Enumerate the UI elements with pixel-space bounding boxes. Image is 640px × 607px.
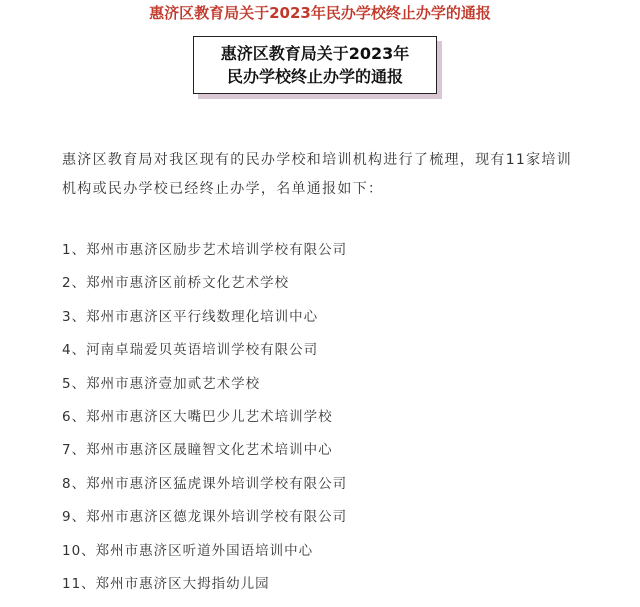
- list-item: 3、郑州市惠济区平行线数理化培训中心: [62, 308, 319, 325]
- list-item: 4、河南卓瑞爱贝英语培训学校有限公司: [62, 342, 319, 359]
- title-box-line-2: 民办学校终止办学的通报: [226, 67, 403, 86]
- list-item: 2、郑州市惠济区前桥文化艺术学校: [62, 275, 290, 292]
- list-item: 6、郑州市惠济区大嘴巴少儿艺术培训学校: [62, 408, 333, 425]
- page-title: 惠济区教育局关于2023年民办学校终止办学的通报: [149, 4, 491, 22]
- list-item: 11、郑州市惠济区大拇指幼儿园: [62, 575, 270, 592]
- list-item: 5、郑州市惠济壹加贰艺术学校: [62, 375, 261, 392]
- title-box: [193, 36, 437, 94]
- list-item: 10、郑州市惠济区听道外国语培训中心: [62, 542, 314, 559]
- title-box-line-1: 惠济区教育局关于2023年: [220, 44, 410, 63]
- list-item: 9、郑州市惠济区德龙课外培训学校有限公司: [62, 509, 348, 526]
- school-list: [62, 240, 347, 607]
- list-item: 8、郑州市惠济区猛虎课外培训学校有限公司: [62, 475, 348, 492]
- list-item: 1、郑州市惠济区励步艺术培训学校有限公司: [62, 242, 348, 258]
- list-item: 7、郑州市惠济区晟瞳智文化艺术培训中心: [62, 442, 333, 459]
- intro-paragraph: 惠济区教育局对我区现有的民办学校和培训机构进行了梳理，现有11家培训机构或民办学校已经终止办学，名单通报如下：: [62, 152, 573, 197]
